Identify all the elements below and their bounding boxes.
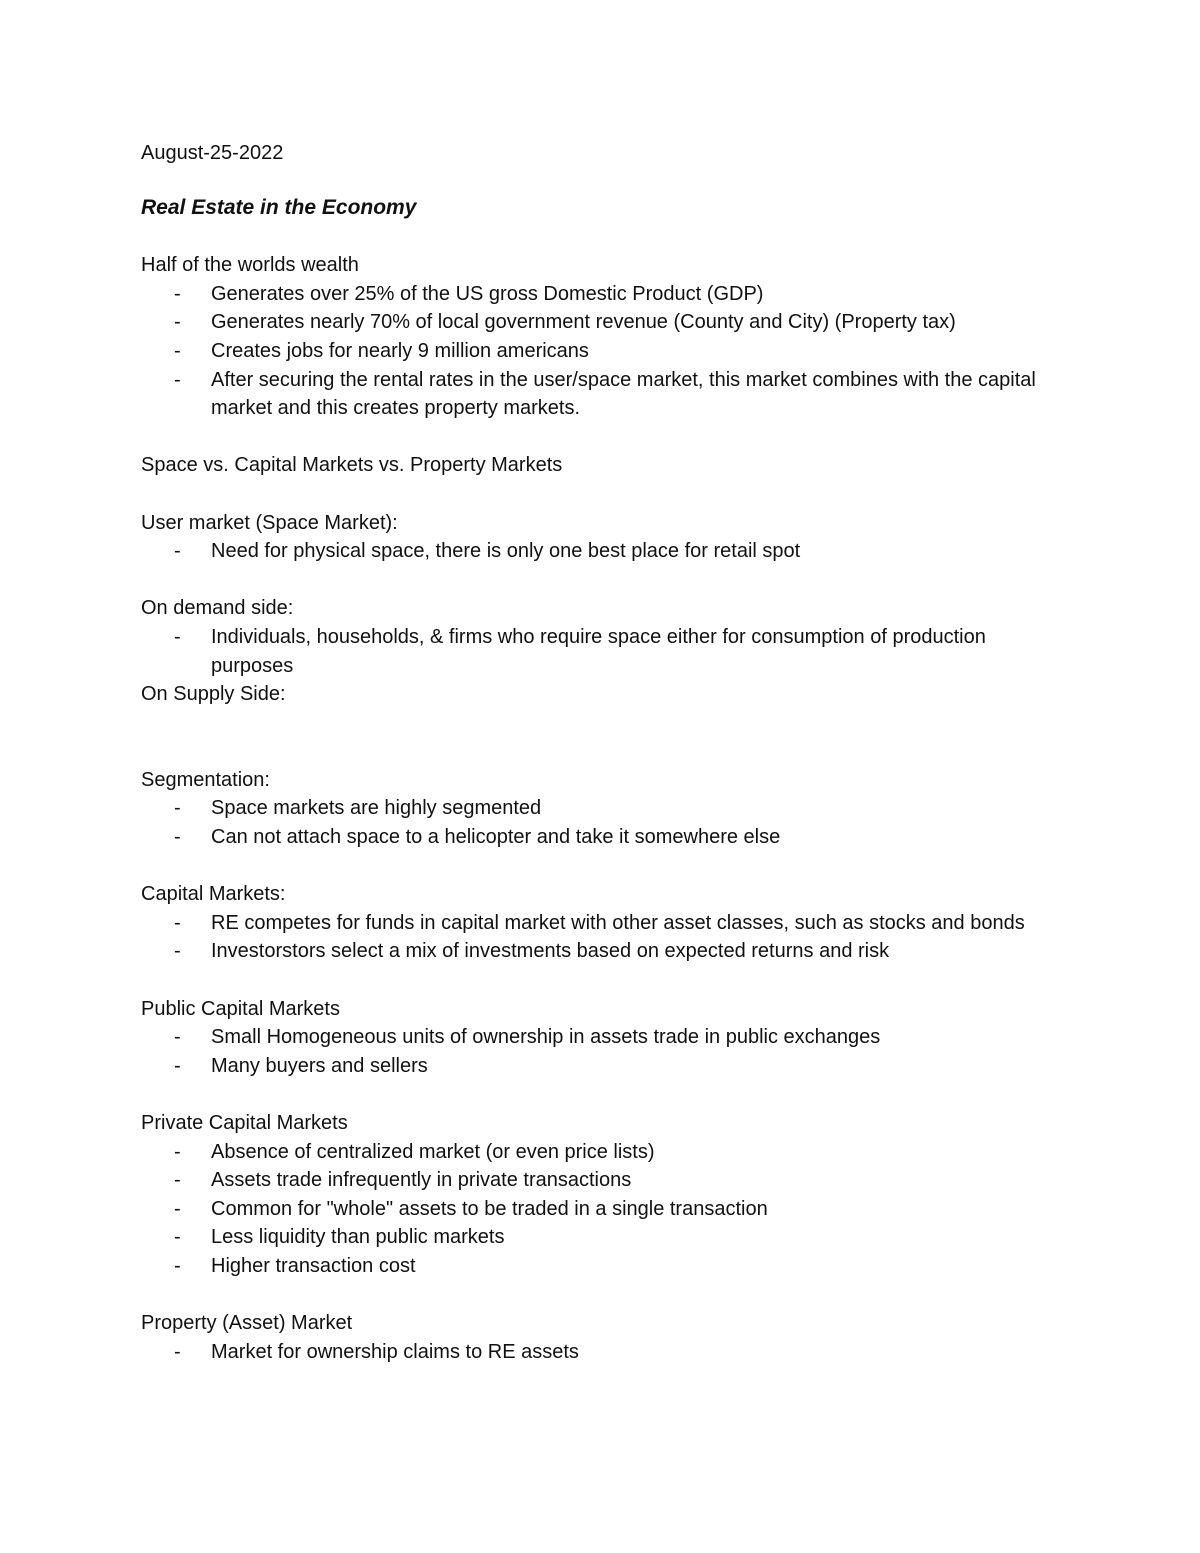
section-heading: On Supply Side: [141,683,286,706]
spacer [141,852,1200,881]
bullet-list [141,537,1056,566]
section-heading: Property (Asset) Market [141,1312,353,1335]
section-heading: Segmentation: [141,768,270,791]
bullet-list [141,1338,1056,1367]
bullet-item: - Many buyers and sellers [141,1052,1056,1081]
section-public-capital-markets [141,995,1200,1081]
section-private-capital-markets [141,1109,1200,1281]
bullet-item: - Common for "whole" assets to be traded in a single transaction [141,1195,1056,1224]
bullet-item: - Need for physical space, there is only one best place for retail spot [141,537,1056,566]
bullet-list [141,1138,1056,1281]
bullet-item: - Generates nearly 70% of local government revenue (County and City) (Property tax) [141,308,1056,337]
bullet-item: - Less liquidity than public markets [141,1223,1056,1252]
section-heading: On demand side: [141,597,294,620]
bullet-item: - Absence of centralized market (or even price lists) [141,1138,1056,1167]
section-demand-side [141,594,1200,680]
section-user-market [141,509,1200,566]
bullet-item: - RE competes for funds in capital market with other asset classes, such as stocks and bonds [141,909,1056,938]
section-property-market [141,1309,1200,1366]
bullet-list [141,794,1056,851]
bullet-item: - Can not attach space to a helicopter and take it somewhere else [141,823,1056,852]
document-title: Real Estate in the Economy [141,195,417,219]
bullet-list [141,623,1056,680]
bullet-item: - After securing the rental rates in the user/space market, this market combines with the capital market and this creates property markets. [141,366,1056,423]
document-date: August-25-2022 [141,142,284,164]
bullet-item: - Space markets are highly segmented [141,794,1056,823]
bullet-item: - Assets trade infrequently in private transactions [141,1166,1056,1195]
spacer [141,1281,1200,1310]
bullet-item: - Higher transaction cost [141,1252,1056,1281]
section-heading: Space vs. Capital Markets vs. Property Markets [141,454,563,477]
spacer [141,423,1200,452]
section-segmentation [141,766,1200,852]
bullet-item: - Investorstors select a mix of investments based on expected returns and risk [141,937,1056,966]
spacer [141,1080,1200,1109]
bullet-item: - Creates jobs for nearly 9 million americans [141,337,1056,366]
bullet-list [141,1023,1056,1080]
section-worlds-wealth [141,251,1200,423]
bullet-item: - Small Homogeneous units of ownership in assets trade in public exchanges [141,1023,1056,1052]
section-heading: Public Capital Markets [141,997,340,1020]
spacer [141,709,1200,766]
bullet-item: - Generates over 25% of the US gross Domestic Product (GDP) [141,280,1056,309]
section-heading: Capital Markets: [141,883,286,906]
section-heading: Private Capital Markets [141,1112,348,1134]
section-capital-markets [141,880,1200,966]
section-heading: Half of the worlds wealth [141,254,359,277]
spacer [141,223,1200,252]
spacer [141,566,1200,595]
spacer [141,480,1200,509]
spacer [141,966,1200,995]
bullet-list [141,280,1056,423]
section-supply-side [141,680,1200,709]
section-markets-comparison [141,451,1200,480]
bullet-item: - Individuals, households, & firms who require space either for consumption of production purposes [141,623,1056,680]
bullet-list [141,909,1056,966]
section-heading: User market (Space Market): [141,511,398,534]
bullet-item: - Market for ownership claims to RE assets [141,1338,1056,1367]
